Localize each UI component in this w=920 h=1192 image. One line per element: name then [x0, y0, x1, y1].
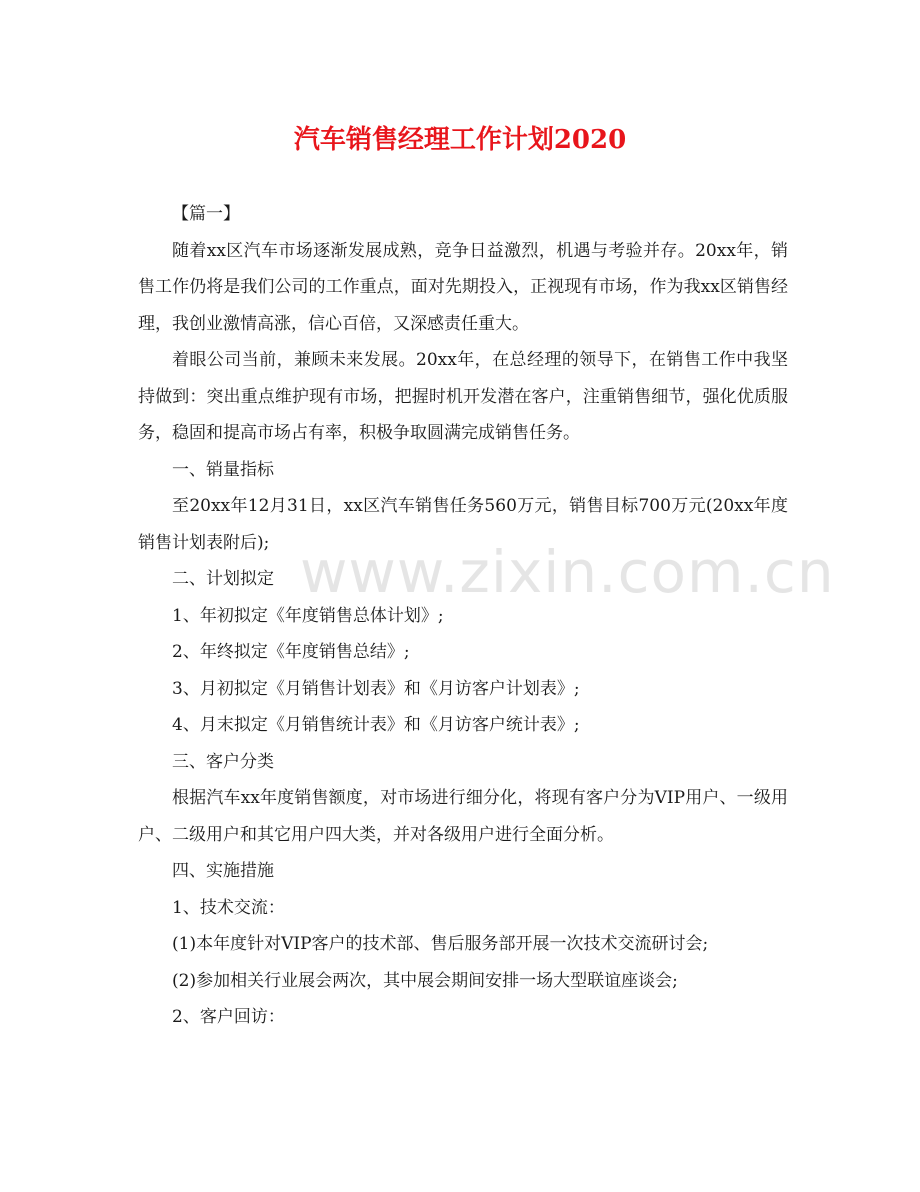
plan-item: 1、年初拟定《年度销售总体计划》;: [172, 605, 444, 626]
heading-measures: 四、实施措施: [172, 861, 274, 881]
intro-paragraph: 随着xx区汽车市场逐渐发展成熟，竞争日益激烈，机遇与考验并存。20xx年，销售工作仍将是我们公司的工作重点，面对先期投入，正视现有市场，作为我xx区销售经理，我创业激情高涨，信心百倍，又深感责任重大。: [138, 240, 788, 334]
measure-subitem: (1)本年度针对VIP客户的技术部、售后服务部开展一次技术交流研讨会;: [172, 934, 709, 954]
heading-customer-classification: 三、客户分类: [172, 751, 274, 772]
plan-item: 4、月末拟定《月销售统计表》和《月访客户统计表》;: [172, 715, 580, 735]
heading-plan: 二、计划拟定: [172, 569, 274, 589]
focus-paragraph: 着眼公司当前，兼顾未来发展。20xx年，在总经理的领导下，在销售工作中我坚持做到：突出重点维护现有市场，把握时机开发潜在客户，注重销售细节，强化优质服务，稳固和提高市场占有率，积极争取圆满完成销售任务。: [138, 350, 788, 443]
watermark: www.zixin.com.cn: [300, 538, 835, 606]
section-marker: 【篇一】: [172, 204, 240, 224]
plan-item: 3、月初拟定《月销售计划表》和《月访客户计划表》;: [172, 678, 580, 699]
plan-item: 2、年终拟定《年度销售总结》;: [172, 642, 410, 662]
measure-subitem: (2)参加相关行业展会两次，其中展会期间安排一场大型联谊座谈会;: [172, 970, 678, 991]
document-body: [138, 196, 788, 1036]
document-title: 汽车销售经理工作计划2020: [293, 125, 627, 155]
customer-classification-paragraph: 根据汽车xx年度销售额度，对市场进行细分化，将现有客户分为VIP用户、一级用户、二级用户和其它用户四大类，并对各级用户进行全面分析。: [138, 788, 788, 845]
measure-item: 1、技术交流：: [172, 897, 285, 918]
sales-target-paragraph: 至20xx年12月31日，xx区汽车销售任务560万元，销售目标700万元(20xx年度销售计划表附后);: [138, 496, 788, 553]
heading-sales-target: 一、销量指标: [172, 459, 274, 480]
measure-item: 2、客户回访：: [172, 1007, 285, 1027]
